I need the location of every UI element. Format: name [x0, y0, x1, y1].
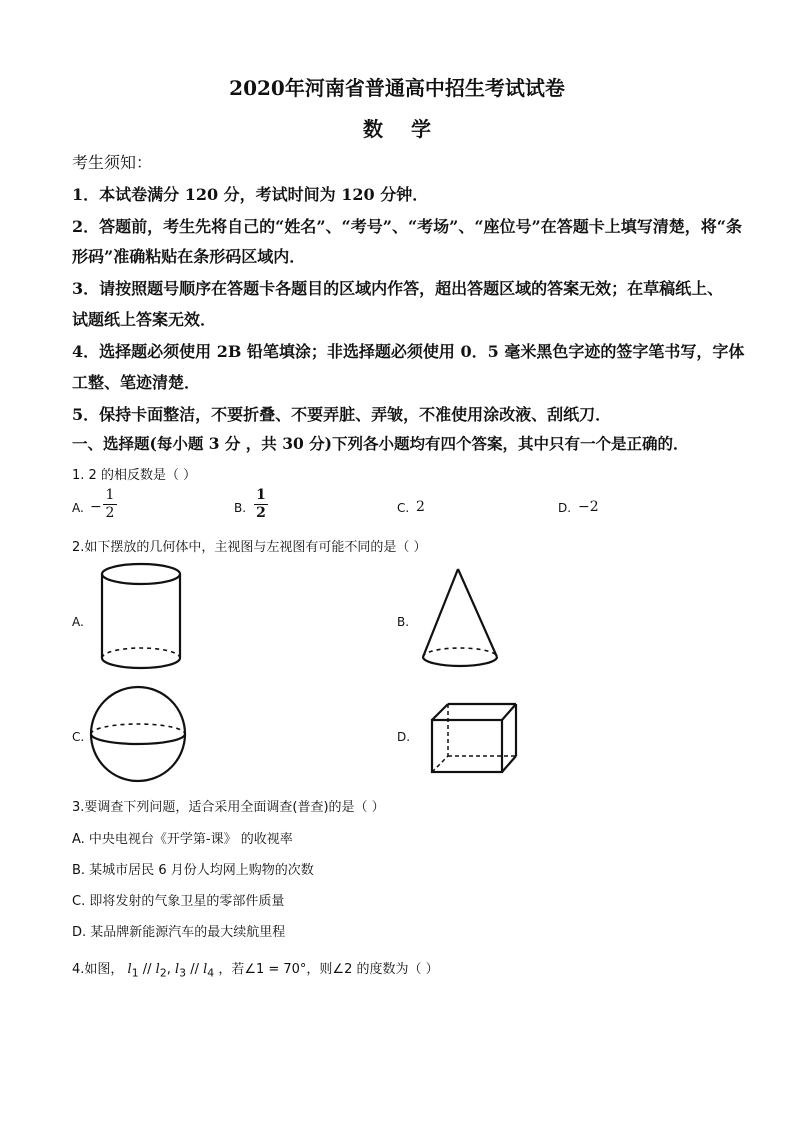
q4-stem	[72, 958, 439, 980]
notice-item-4: 4．选择题必须使用 2B 铅笔填涂；非选择题必须使用 0．5 毫米黑色字迹的签字笔书写，字体	[72, 342, 745, 361]
q1-option-b-label: B.	[234, 501, 247, 515]
q1-option-b-numerator: 1	[256, 487, 266, 503]
q1-option-a-denominator: 2	[105, 505, 115, 521]
q1-option-a-sign: −	[90, 499, 102, 515]
exam-title: 2020年河南省普通高中招生考试试卷	[229, 76, 565, 100]
cone-figure	[420, 565, 502, 671]
rectangular-prism-figure	[428, 700, 520, 776]
q2-option-c-label: C.	[72, 730, 85, 744]
q1-option-d-value: −2	[578, 499, 599, 515]
line-l2: l	[155, 962, 160, 977]
q2-option-b-label: B.	[397, 615, 410, 629]
cylinder-figure	[96, 560, 186, 672]
q1-option-a-numerator: 1	[105, 487, 115, 503]
line-l4-subscript: 4	[207, 966, 215, 980]
q2-option-a-label: A.	[72, 615, 84, 629]
q3-option-d: D. 某品牌新能源汽车的最大续航里程	[72, 925, 286, 940]
notice-item-1: 1．本试卷满分 120 分，考试时间为 120 分钟．	[72, 185, 429, 204]
line-l3: l	[175, 962, 180, 977]
line-l1-subscript: 1	[131, 966, 139, 980]
q1-option-a-fraction	[103, 488, 117, 521]
subject-char-2: 学	[411, 117, 431, 141]
q1-option-b-fraction	[254, 488, 268, 521]
notice-item-3-cont: 试题纸上答案无效．	[72, 310, 217, 329]
q3-option-c: C. 即将发射的气象卫星的零部件质量	[72, 894, 285, 909]
q2-option-d-label: D.	[397, 730, 411, 744]
q2-stem: 2.如下摆放的几何体中，主视图与左视图有可能不同的是（ ）	[72, 540, 427, 555]
notice-heading: 考生须知：	[72, 153, 153, 172]
line-l2-subscript: 2	[159, 966, 167, 980]
notice-item-2-cont: 形码”准确粘贴在条形码区域内．	[72, 247, 306, 266]
notice-item-3: 3．请按照题号顺序在答题卡各题目的区域内作答，超出答题区域的答案无效；在草稿纸上、	[72, 279, 724, 298]
notice-item-4-cont: 工整、笔迹清楚．	[72, 373, 201, 392]
line-l4: l	[203, 962, 208, 977]
parallel-symbol-2: //	[190, 962, 199, 977]
parallel-symbol: //	[142, 962, 152, 977]
q3-option-b: B. 某城市居民 6 月份人均网上购物的次数	[72, 863, 314, 878]
sphere-figure	[88, 684, 190, 786]
q3-option-a: A. 中央电视台《开学第-课》 的收视率	[72, 832, 293, 847]
q1-option-a-label: A.	[72, 501, 84, 515]
q1-option-c-value: 2	[416, 499, 425, 515]
line-l3-subscript: 3	[179, 966, 187, 980]
q3-stem: 3.要调查下列问题，适合采用全面调查(普查)的是（ ）	[72, 800, 385, 815]
q4-stem-condition: ，若∠1 = 70°，则∠2 的度数为（ ）	[218, 962, 439, 977]
q1-option-b-denominator: 2	[256, 505, 266, 521]
q1-option-d-label: D.	[558, 501, 572, 515]
line-l1: l	[127, 962, 132, 977]
subject-char-1: 数	[363, 117, 383, 141]
section1-heading: 一、选择题(每小题 3 分 ，共 30 分)下列各小题均有四个答案，其中只有一个是正确的．	[72, 434, 689, 453]
subject-title	[0, 113, 794, 142]
q1-stem: 1. 2 的相反数是（ ）	[72, 468, 197, 483]
separator: ,	[166, 962, 171, 977]
q1-option-c-label: C.	[397, 501, 410, 515]
q4-stem-prefix: 4.如图，	[72, 962, 124, 977]
notice-item-5: 5．保持卡面整洁，不要折叠、不要弄脏、弄皱，不准使用涂改液、刮纸刀．	[72, 405, 612, 424]
notice-item-2: 2．答题前，考生先将自己的“姓名”、“考号”、“考场”、“座位号”在答题卡上填写清楚，将“条	[72, 217, 742, 236]
